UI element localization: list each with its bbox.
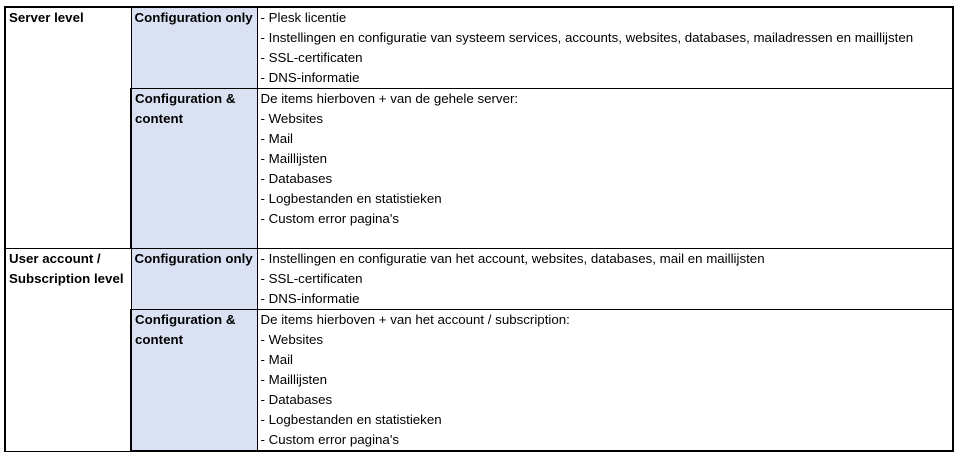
scope-cell-configuration-content (131, 310, 257, 452)
list-item: - Instellingen en configuratie van systeem services, accounts, websites, databases, mailadressen en maillijsten (260, 30, 914, 45)
list-item: - Plesk licentie (260, 10, 347, 25)
list-item: - Mail (260, 352, 294, 367)
table-row (5, 249, 953, 310)
list-item: De items hierboven + van de gehele server: (260, 91, 519, 106)
scope-label: Configuration only (134, 10, 253, 25)
content-cell (257, 89, 953, 249)
list-item: - Logbestanden en statistieken (260, 191, 442, 206)
table-row (5, 89, 953, 249)
content-cell (257, 249, 953, 310)
level-label: Server level (9, 10, 84, 25)
scope-label: Configuration only (134, 251, 253, 266)
list-item: - Mail (260, 131, 294, 146)
list-item: - Custom error pagina's (260, 432, 400, 447)
level-label: User account / (9, 251, 101, 266)
list-item: - DNS-informatie (260, 291, 360, 306)
scope-label: Configuration & (135, 91, 236, 106)
list-item: - Maillijsten (260, 372, 327, 387)
list-item: - DNS-informatie (260, 70, 360, 85)
level-cell-server (5, 7, 131, 249)
list-item: De items hierboven + van het account / subscription: (260, 312, 570, 327)
level-cell-subscription (5, 249, 131, 452)
list-item: - Logbestanden en statistieken (260, 412, 442, 427)
backup-levels-table (4, 6, 954, 452)
list-item: - Databases (260, 171, 333, 186)
list-item: - Databases (260, 392, 333, 407)
content-cell (257, 7, 953, 89)
list-item: - Custom error pagina's (260, 211, 400, 226)
table-row (5, 7, 953, 89)
scope-cell-configuration-only (131, 7, 257, 89)
list-item: - Maillijsten (260, 151, 327, 166)
list-item: - Websites (260, 111, 324, 126)
level-label: Subscription level (9, 271, 124, 286)
list-item: - SSL-certificaten (260, 271, 363, 286)
scope-label: content (135, 332, 184, 347)
list-item: - SSL-certificaten (260, 50, 363, 65)
scope-cell-configuration-content (131, 89, 257, 249)
list-item: - Instellingen en configuratie van het account, websites, databases, mail en maillijsten (260, 251, 765, 266)
scope-cell-configuration-only (131, 249, 257, 310)
scope-label: content (135, 111, 184, 126)
scope-label: Configuration & (135, 312, 236, 327)
table-row (5, 310, 953, 452)
content-cell (257, 310, 953, 452)
list-item: - Websites (260, 332, 324, 347)
